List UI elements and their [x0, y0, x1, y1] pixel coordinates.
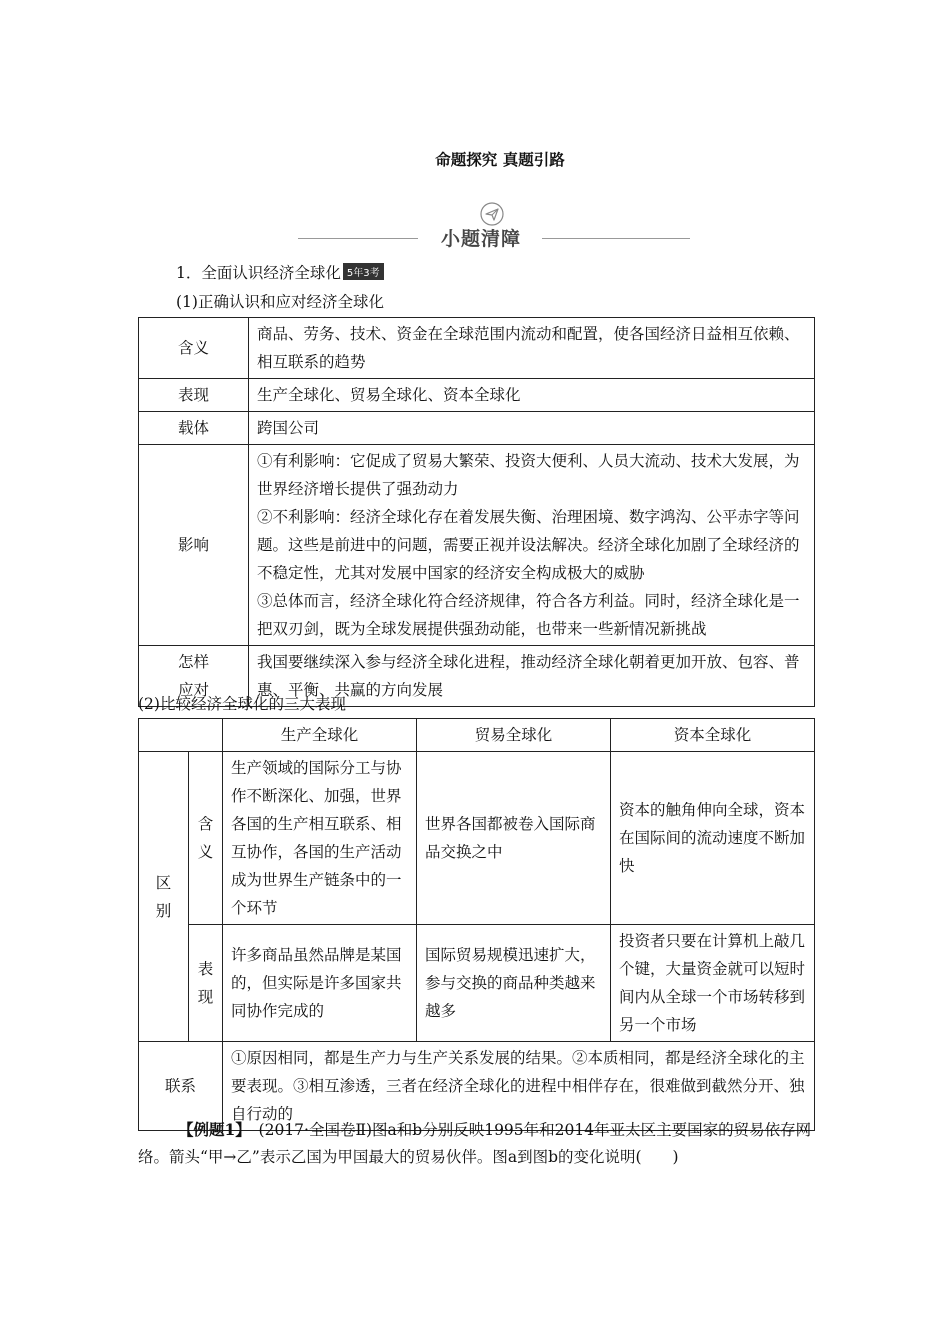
example-text: (2017·全国卷Ⅱ)图a和b分别反映1995年和2014年亚太区主要国家的贸易依存网络。箭头“甲→乙”表示乙国为甲国最大的贸易伙伴。图a到图b的变化说明( )	[138, 1121, 812, 1166]
section-heading	[176, 261, 384, 283]
frequency-badge: 5年3考	[343, 263, 384, 280]
row-label: 含义	[139, 318, 249, 379]
impact-negative: ②不利影响：经济全球化存在着发展失衡、治理困境、数字鸿沟、公平赤字等问题。这些是前进中的问题，需要正视并设法解决。经济全球化加剧了全球经济的不稳定性，尤其对发展中国家的经济安全构成极大的威胁	[257, 508, 800, 582]
table-row	[139, 412, 815, 445]
cell: 投资者只要在计算机上敲几个键，大量资金就可以短时间内从全球一个市场转移到另一个市场	[611, 925, 815, 1042]
impact-positive: ①有利影响：它促成了贸易大繁荣、投资大便利、人员大流动、技术大发展，为世界经济增长提供了强劲动力	[257, 452, 800, 498]
group-label-line2: 别	[155, 901, 172, 920]
performance-label-line1: 表	[197, 960, 214, 978]
section-heading-text: 1．全面认识经济全球化	[176, 264, 341, 282]
banner-title: 小题清障	[440, 228, 521, 250]
performance-label-line2: 现	[197, 988, 214, 1006]
cell: 国际贸易规模迅速扩大，参与交换的商品种类越来越多	[417, 925, 611, 1042]
table-row	[139, 445, 815, 646]
table-row	[139, 925, 815, 1042]
row-label-line1: 怎样	[177, 653, 209, 671]
column-header: 生产全球化	[223, 719, 417, 752]
table-row	[139, 318, 815, 379]
performance-label	[189, 925, 223, 1042]
row-label: 载体	[139, 412, 249, 445]
column-header: 贸易全球化	[417, 719, 611, 752]
impact-overall: ③总体而言，经济全球化符合经济规律，符合各方利益。同时，经济全球化是一把双刃剑，既为全球发展提供强劲动能，也带来一些新情况新挑战	[257, 592, 800, 638]
row-label: 表现	[139, 379, 249, 412]
banner-line-right	[542, 238, 690, 239]
cell: 世界各国都被卷入国际商品交换之中	[417, 752, 611, 925]
group-label	[139, 752, 189, 1042]
row-text: 我国要继续深入参与经济全球化进程，推动经济全球化朝着更加开放、包容、普惠、平衡、共赢的方向发展	[249, 646, 815, 707]
column-header: 资本全球化	[611, 719, 815, 752]
row-label: 影响	[139, 445, 249, 646]
link-label: 联系	[139, 1042, 223, 1131]
row-text: 生产全球化、贸易全球化、资本全球化	[249, 379, 815, 412]
table-row	[139, 752, 815, 925]
empty-header	[139, 719, 223, 752]
meaning-label-line1: 含	[197, 815, 214, 833]
row-text	[249, 445, 815, 646]
table-row	[139, 379, 815, 412]
cell: 资本的触角伸向全球，资本在国际间的流动速度不断加快	[611, 752, 815, 925]
group-label-line1: 区	[155, 873, 172, 892]
cell: 生产领域的国际分工与协作不断深化、加强，世界各国的生产相互联系、相互协作，各国的生产活动成为世界生产链条中的一个环节	[223, 752, 417, 925]
banner-line-left	[298, 238, 418, 239]
meaning-label	[189, 752, 223, 925]
row-text: 商品、劳务、技术、资金在全球范围内流动和配置，使各国经济日益相互依赖、相互联系的趋势	[249, 318, 815, 379]
row-label-line2: 应对	[177, 681, 209, 699]
subheading-1: (1)正确认识和应对经济全球化	[176, 293, 384, 311]
comparison-table	[138, 718, 815, 1131]
link-text: ①原因相同，都是生产力与生产关系发展的结果。②本质相同，都是经济全球化的主要表现。③相互渗透，三者在经济全球化的进程中相伴存在，很难做到截然分开、独自行动的	[223, 1042, 815, 1131]
subheading-2: (2)比较经济全球化的三大表现	[138, 695, 346, 713]
example-question	[138, 1116, 818, 1171]
page-title: 命题探究 真题引路	[435, 151, 565, 169]
cell: 许多商品虽然品牌是某国的，但实际是许多国家共同协作完成的	[223, 925, 417, 1042]
section-banner	[298, 200, 690, 256]
table-header-row	[139, 719, 815, 752]
paper-plane-icon	[480, 202, 504, 226]
globalization-table	[138, 317, 815, 707]
meaning-label-line2: 义	[197, 843, 214, 861]
example-tag: 【例题1】	[178, 1120, 244, 1139]
row-text: 跨国公司	[249, 412, 815, 445]
